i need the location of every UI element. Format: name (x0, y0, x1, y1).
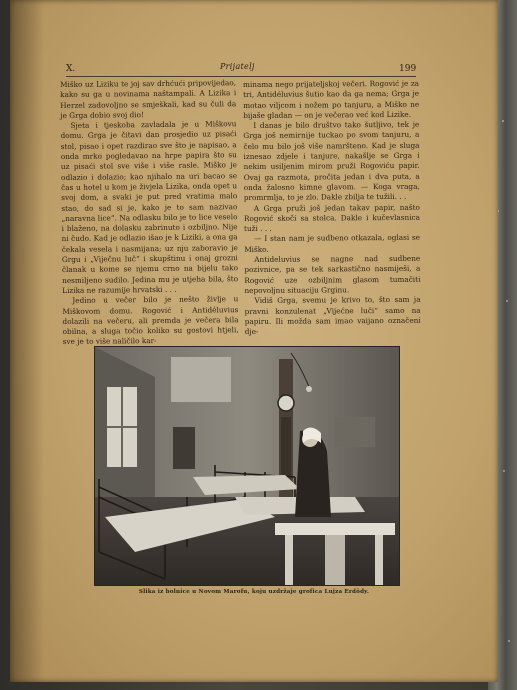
hospital-photograph (94, 346, 400, 586)
page-gutter-shadow (10, 0, 44, 682)
paragraph: — I stan nam je sudbeno otkazala, oglasi se Miško. (244, 233, 421, 254)
paragraph: Miško uz Liziku te joj sav drhćući pripovijedao, kako su ga u novinama naštampali. A Lizika i Herzel zadovoljno se smješkali, kad su čuli da je Grga dobio svoj dio! (60, 78, 237, 120)
text-column-right (243, 79, 421, 338)
paragraph: Antideluvius se nagne nad sudbene pozivnice, pa se tek sarkastično nasmiješi, a Rogović uze ozbiljnim glasom tumačiti nepovoljnu situaciju Grginu. (244, 253, 421, 295)
photo-caption: Slika iz bolnice u Novom Marofu, koju uzdržaje grofica Lujza Erdödy. (138, 589, 370, 595)
magazine-title: Prijatelj (220, 62, 255, 71)
paragraph: minama nego prijateljskoj večeri. Rogović je za tri, Antidéluvius šutio kao da ga nema; Grga je motao viljcom i nožem po tanjuru, a Miško ne bijaše gladan — on je večerao već kod Lizike. (243, 78, 420, 120)
paragraph: A Grga pruži još jedan takav papir, našto Rogović skoči sa stolca. Dakle i kučevlasnica tuži . . . (243, 202, 420, 234)
hospital-ward-image (95, 347, 399, 585)
paragraph: Jedino u večer bilo je nešto življe u Miškovom domu. Rogović i Antidéluvius dolazili na večeru, ali premda je večera bila obilna, a sluga točio koliko su gostovi htjeli, sve je to više naličilo kar- (62, 294, 239, 347)
header-rule (66, 76, 416, 77)
paragraph: Sjeta i tjeskoba zavladala je u Miškovu domu. Grga je čitavi dan prosjedio uz pisaći stol, pisao i opet razdirao sve što je napisao, a onda mrko pogledavao na hrpe papira što su uz pisaći stol sve više i više rasle. Miško je odlazio i dolazio; kao njihalo na uri bacao se čas u hotel u kom je živjela Lizika, onda opet u svoj dom, a svaki je put pred vratima malo stao, do sad si je, kako je to sam nazivao „naravna lice“. Na odlasku bilo je to lice veselo i blaženo, na dolasku zabrinuto i ozbiljno. Nije ni čudo. Kad je odlazio išao je k Liziki, a ona ga čekala vesela i nasmijana; uz nju zaboravio je Grgu i „Viječnu luč“ i skupštinu i onaj grozni članak u kome se njemu crno na bijelu tako nesmiljeno sudilo. Jedina mu je utjeha bila, što Lizika ne razumije hrvatski . . . (60, 119, 239, 295)
section-number: X. (66, 64, 76, 74)
paragraph: Vidiš Grga, svemu je krivo to, što sam ja pravni konzulenat „Vijećne luči“ samo na papiru. Ili možda sam imao vaijano označeni dje- (244, 295, 421, 337)
text-column-left (60, 78, 239, 348)
paragraph: I danas je bilo društvo tako šutljivo, tek je Grga još nemirnije tuckao po svom tanjuru, a čelo mu bilo još više namršteno. Kad je sluga iznesao zdjele i tanjure, nakašlje se Grga i nekim usiljenim mirom pruži Rogoviću papir. Ovaj ga razmota, pročita jedan i dva puta, a onda žalosno kimne glavom. — Koga vraga, promrmlja, to je zlo. Dakle zbilja te tužili. . . (243, 119, 420, 203)
page-number: 199 (399, 64, 417, 74)
